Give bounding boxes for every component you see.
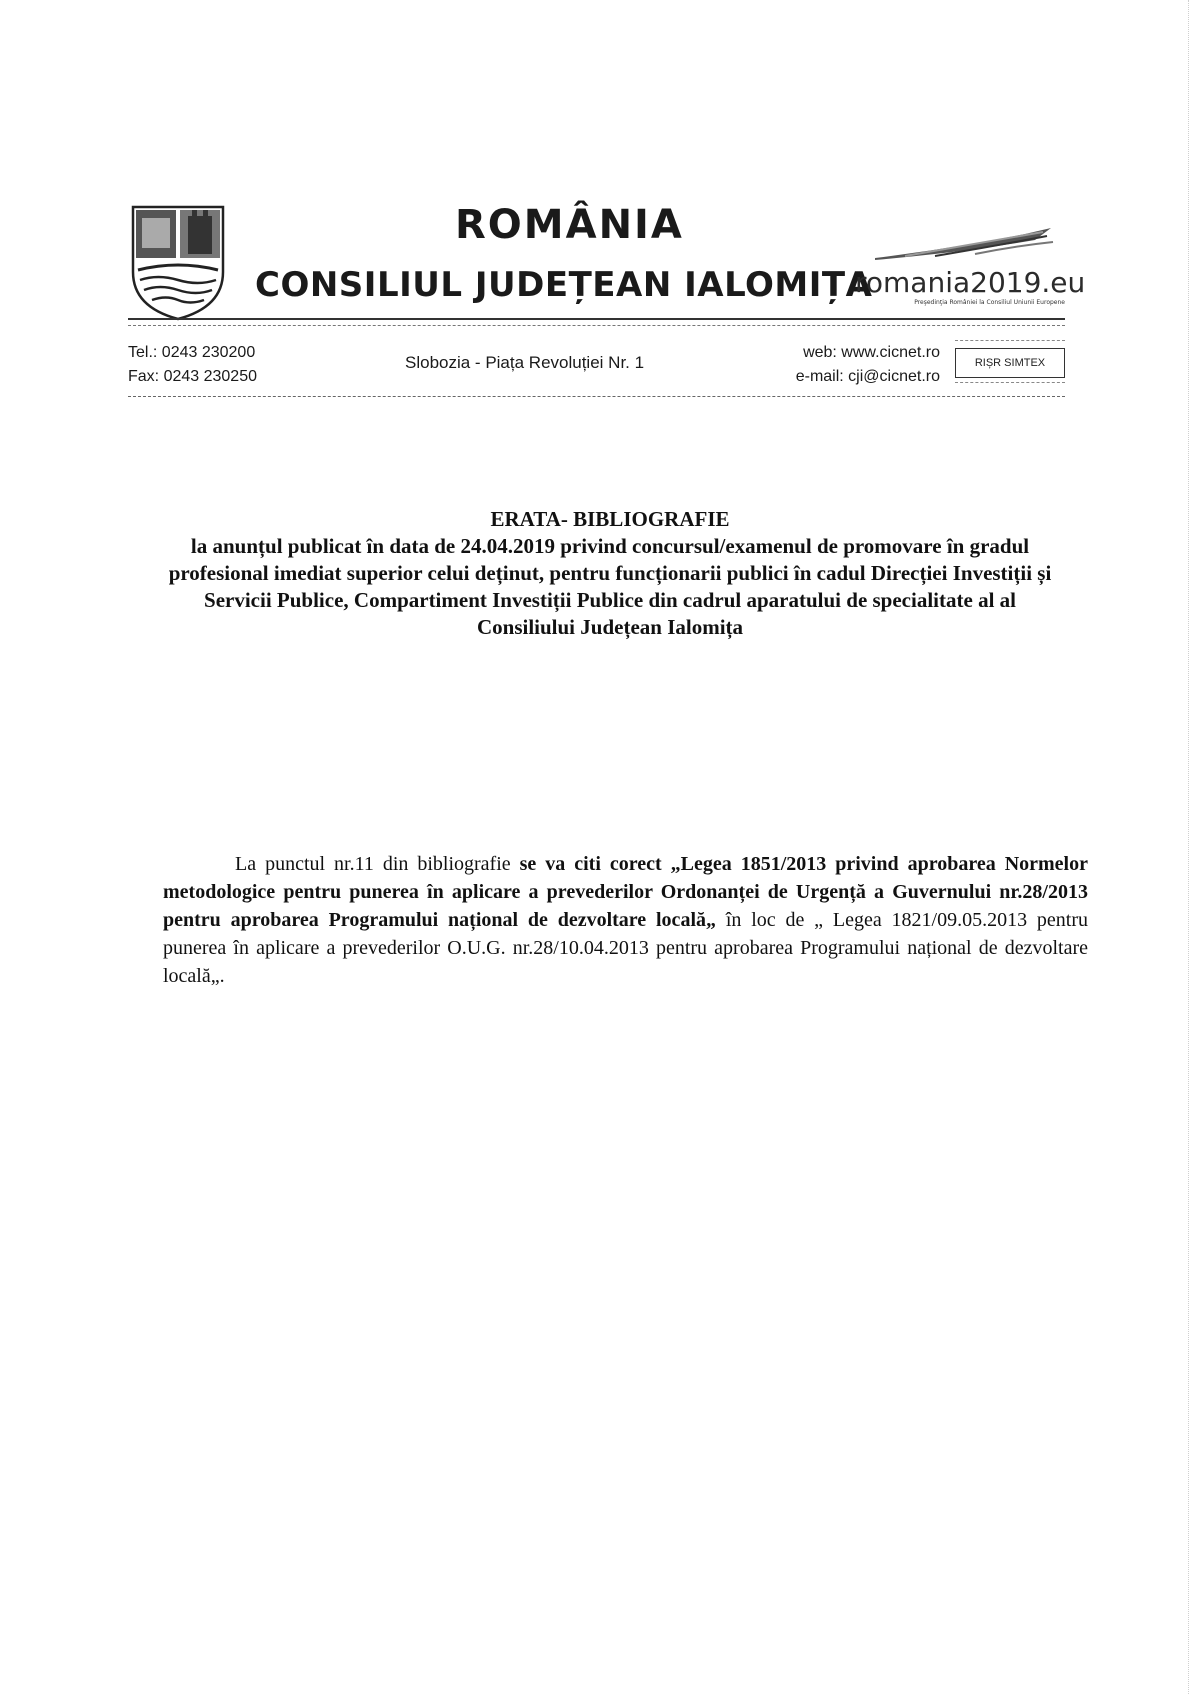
council-title: CONSILIUL JUDEȚEAN IALOMIȚA (255, 265, 873, 305)
document-subtitle: la anunțul publicat în data de 24.04.2019 privind concursul/examenul de promovare în gradul profesional imediat superior celui deținut, pentru funcționarii publici în cadul Direcției Investiții și Servicii Publice, Compartiment Investiții Publice din cadrul aparatului de specialitate al al Consiliului Județean Ialomița (168, 534, 1052, 639)
header-divider (128, 318, 1065, 326)
romania2019-logo-icon (875, 226, 1055, 266)
erratum-intro: La punctul nr.11 din bibliografie (235, 853, 520, 875)
erratum-correction: se va citi corect „Legea 1851/2013 privind aprobarea Normelor metodologice pentru punerea în aplicare a prevederilor Ordonanței de Urgență a Guvernului nr.28/2013 pentru aprobarea Programului național de dezvoltare locală„ (163, 853, 1088, 931)
erratum-paragraph (163, 850, 1088, 990)
web-contact (740, 341, 940, 389)
certification-bottom-line (955, 382, 1065, 387)
certification-badge (955, 336, 1065, 392)
phone-contact (128, 341, 358, 389)
phone-number: Tel.: 0243 230200 (128, 344, 256, 361)
document-heading (160, 506, 1060, 641)
contact-divider (128, 396, 1065, 397)
document-title: ERATA- BIBLIOGRAFIE (490, 507, 730, 531)
certification-top-line (955, 340, 1065, 345)
address: Slobozia - Piața Revoluției Nr. 1 (405, 353, 645, 372)
romania2019-tagline: Preşedinţia României la Consiliul Uniunii Europene (914, 299, 1065, 306)
coat-of-arms-icon (128, 202, 228, 322)
scan-edge-artifact (1188, 0, 1189, 1694)
fax-number: Fax: 0243 230250 (128, 368, 257, 385)
erratum-replaced: în loc de „ Legea 1821/09.05.2013 pentru punerea în aplicare a prevederilor O.U.G. nr.28/10.04.2013 pentru aprobarea Programului național de dezvoltare locală„. (163, 909, 1088, 987)
country-title: ROMÂNIA (455, 202, 684, 248)
certification-label: RIȘR SIMTEX (955, 348, 1065, 378)
romania2019-site: romania2019.eu (855, 266, 1086, 299)
email: e-mail: cji@cicnet.ro (795, 368, 940, 385)
website: web: www.cicnet.ro (803, 344, 940, 361)
